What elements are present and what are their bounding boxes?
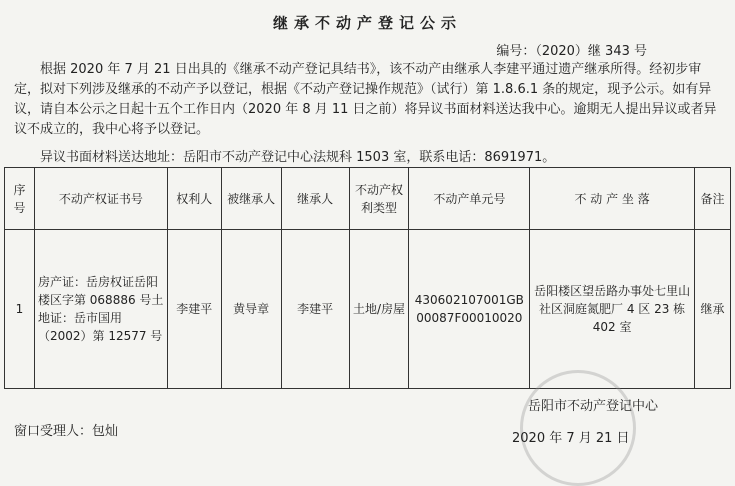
- cell-cert: 房产证：岳房权证岳阳楼区字第 068886 号土地证：岳市国用（2002）第 12577 号: [34, 230, 167, 389]
- announcement-body: 根据 2020 年 7 月 21 日出具的《继承不动产登记具结书》，该不动产由继承人李建平通过遗产继承所得。经初步审定，拟对下列涉及继承的不动产予以登记，根据《不动产登记操作规范》（试行）第 1.8.6.1 条的规定，现予公示。如有异议，请自本公示之日起十五个工作日内（2020 年 8 月 11 日之前）将异议书面材料送达我中心。逾期无人提出异议或者异议不成立的，我中心将予以登记。: [14, 62, 717, 137]
- table-header-row: [5, 168, 731, 230]
- window-clerk: 窗口受理人：包灿: [14, 424, 119, 439]
- header-owner: 权利人: [167, 168, 221, 230]
- cell-heir: 李建平: [281, 230, 349, 389]
- header-cert: 不动产权证书号: [34, 168, 167, 230]
- header-heir: 继承人: [281, 168, 349, 230]
- cell-owner: 李建平: [167, 230, 221, 389]
- property-table: [4, 167, 731, 389]
- document-number: 编号：（2020）继 343 号: [496, 44, 647, 59]
- cell-location: 岳阳楼区望岳路办事处七里山社区洞庭氮肥厂 4 区 23 栋 402 室: [530, 230, 695, 389]
- objection-address: 异议书面材料送达地址：岳阳市不动产登记中心法规科 1503 室，联系电话：8691971。: [40, 150, 556, 165]
- header-location: 不 动 产 坐 落: [530, 168, 695, 230]
- signature-org: 岳阳市不动产登记中心: [528, 399, 659, 414]
- document-title: 继承不动产登记公示: [272, 14, 462, 32]
- header-seq: 序号: [5, 168, 35, 230]
- header-unit-no: 不动产单元号: [409, 168, 530, 230]
- cell-deceased: 黄导章: [221, 230, 281, 389]
- header-right-type: 不动产权利类型: [349, 168, 409, 230]
- cell-seq: 1: [5, 230, 35, 389]
- cell-remark: 继承: [694, 230, 730, 389]
- cell-right-type: 土地/房屋: [349, 230, 409, 389]
- header-deceased: 被继承人: [221, 168, 281, 230]
- signature-date: 2020 年 7 月 21 日: [512, 431, 630, 446]
- table-row: [5, 230, 731, 389]
- header-remark: 备注: [694, 168, 730, 230]
- cell-unit-no: 430602107001GB00087F00010020: [409, 230, 530, 389]
